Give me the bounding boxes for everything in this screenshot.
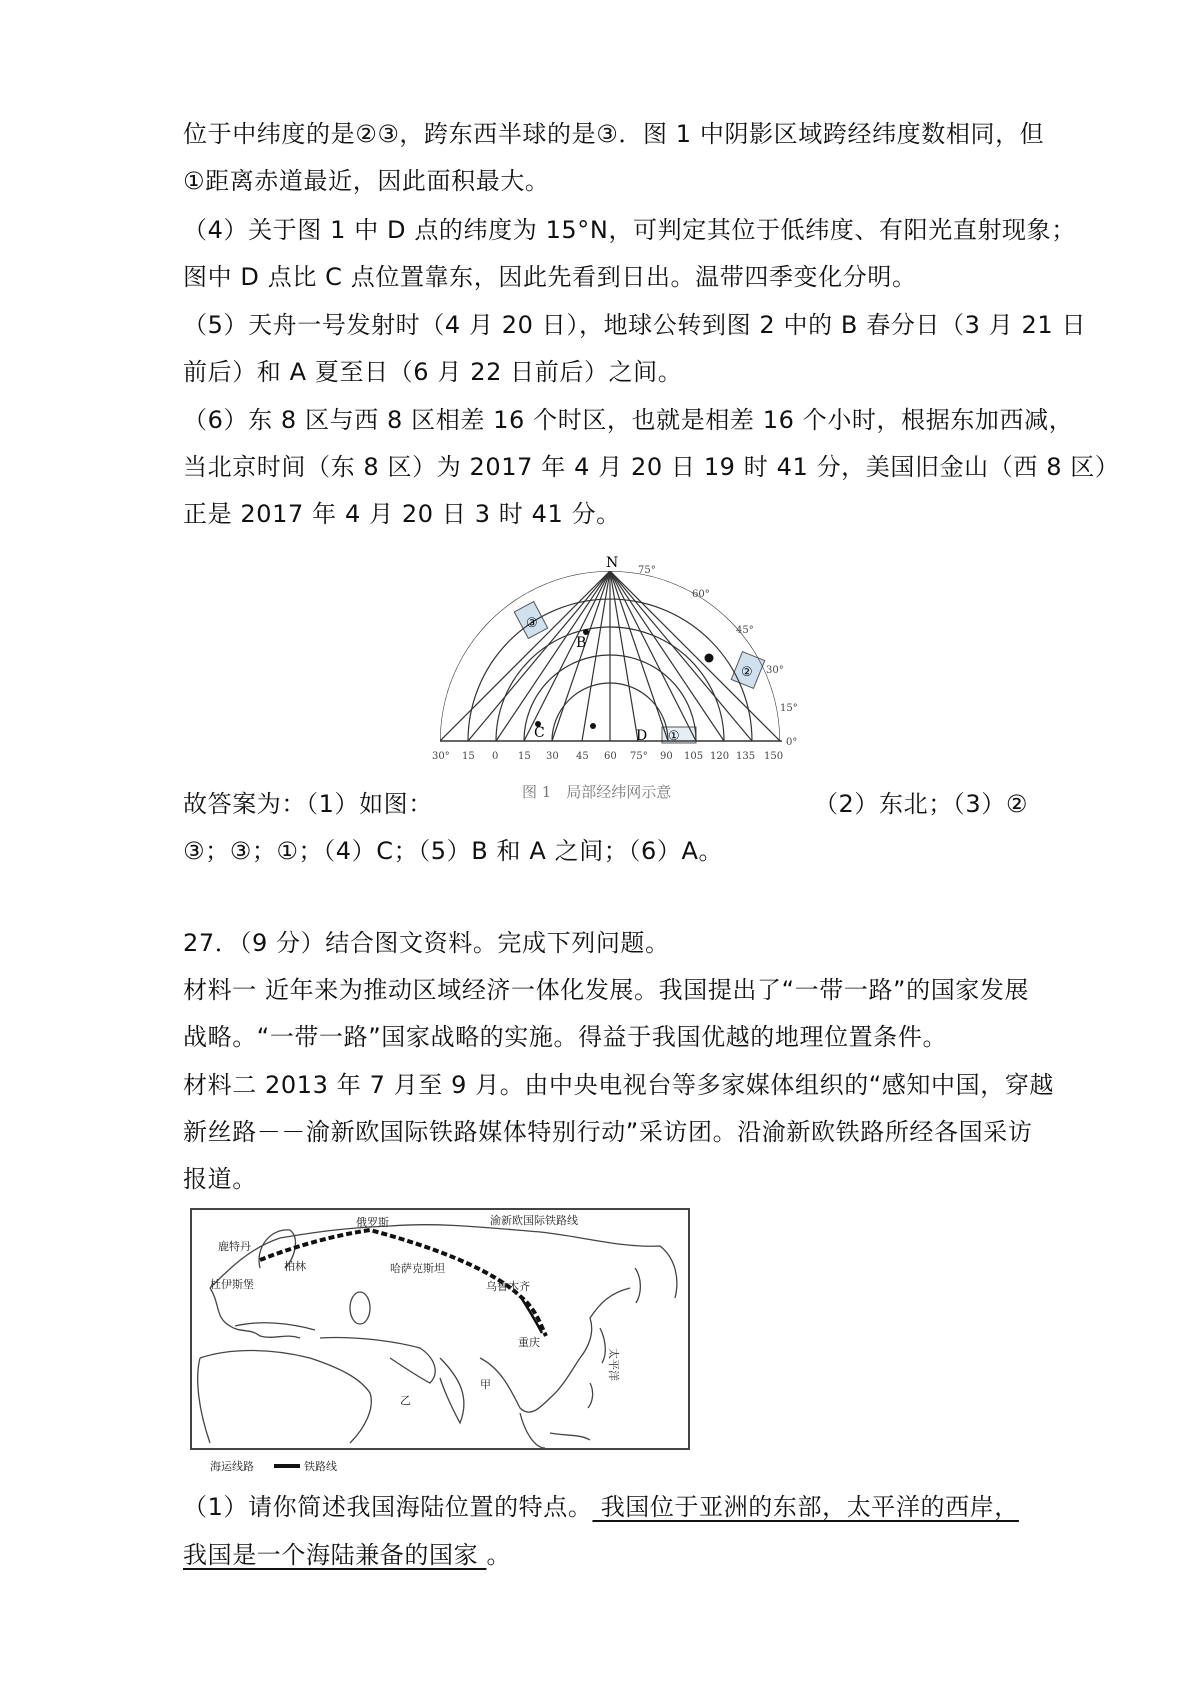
material-line: 材料一 近年来为推动区域经济一体化发展。我国提出了“一带一路”的国家发展 (183, 976, 1030, 1004)
text-line: （6）东 8 区与西 8 区相差 16 个时区，也就是相差 16 个小时，根据东加西减， (183, 406, 1074, 434)
text-line: 位于中纬度的是②③，跨东西半球的是③．图 1 中阴影区域跨经纬度数相同，但 (183, 120, 1045, 148)
point-b-label: B (576, 635, 587, 651)
lon-label: 0 (492, 751, 499, 762)
lat-label: 0° (786, 737, 798, 748)
lon-label: 30 (546, 751, 559, 762)
region-3-label: ③ (526, 616, 538, 631)
lat-label: 60° (692, 589, 710, 600)
railway-map (190, 1208, 690, 1480)
lon-label: 105 (684, 751, 704, 762)
answer-end: 。 (486, 1541, 512, 1569)
point-d-label: D (636, 728, 648, 744)
question-prompt: （1）请你简述我国海陆位置的特点。 (183, 1493, 593, 1521)
legend-railway: 铁路线 (304, 1460, 337, 1473)
map-label-yi: 乙 (400, 1394, 411, 1407)
answer-blank: 我国位于亚洲的东部，太平洋的西岸， (592, 1493, 1019, 1521)
answer-right: （2）东北；（3）② (813, 790, 1028, 818)
legend-sea-route: 海运线路 (210, 1460, 254, 1473)
map-label-urumqi: 乌鲁木齐 (486, 1280, 530, 1293)
lat-label: 75° (638, 565, 656, 576)
map-label-chongqing: 重庆 (518, 1336, 540, 1349)
map-label-rotterdam: 鹿特丹 (218, 1240, 251, 1253)
material-line: 战略。“一带一路”国家战略的实施。得益于我国优越的地理位置条件。 (183, 1023, 948, 1051)
lat-label: 30° (766, 665, 784, 676)
question-1-cont (183, 1538, 511, 1572)
lon-label: 120 (710, 751, 730, 762)
answer-line: ③；③；①；（4）C；（5）B 和 A 之间；（6）A。 (183, 837, 724, 865)
lat-label: 45° (736, 625, 754, 636)
map-label-railway-title: 渝新欧国际铁路线 (490, 1214, 578, 1227)
lon-label: 15 (462, 751, 475, 762)
graticule-figure (430, 545, 810, 810)
text-line: （5）天舟一号发射时（4 月 20 日），地球公转到图 2 中的 B 春分日（3 月 21 日 (183, 311, 1087, 339)
lon-label: 45 (576, 751, 589, 762)
text-line: 正是 2017 年 4 月 20 日 3 时 41 分。 (183, 500, 621, 528)
question-title: 27．（9 分）结合图文资料。完成下列问题。 (183, 929, 670, 957)
lat-label: 15° (780, 703, 798, 714)
lon-label: 15 (518, 751, 531, 762)
text-line: （4）关于图 1 中 D 点的纬度为 15°N，可判定其位于低纬度、有阳光直射现象； (183, 216, 1076, 244)
answer-left: 故答案为：（1）如图： (183, 790, 433, 818)
map-label-jia: 甲 (480, 1378, 491, 1391)
lon-label: 30° (432, 751, 450, 762)
figure-caption: 图 1 局部经纬网示意 (522, 783, 672, 801)
lon-label: 135 (736, 751, 756, 762)
text-line: 前后）和 A 夏至日（6 月 22 日前后）之间。 (183, 358, 683, 386)
lon-label: 90 (660, 751, 673, 762)
region-1-label: ① (668, 729, 680, 744)
material-line: 材料二 2013 年 7 月至 9 月。由中央电视台等多家媒体组织的“感知中国，穿越 (183, 1071, 1055, 1099)
question-1 (183, 1490, 1019, 1524)
material-line: 新丝路－－渝新欧国际铁路媒体特别行动”采访团。沿渝新欧铁路所经各国采访 (183, 1118, 1033, 1146)
lon-label: 60 (604, 751, 617, 762)
material-line: 报道。 (183, 1165, 257, 1193)
lon-label: 75° (630, 751, 648, 762)
lon-label: 150 (764, 751, 784, 762)
text-line: ①距离赤道最近，因此面积最大。 (183, 167, 550, 195)
map-label-pacific: 太平洋 (607, 1348, 620, 1381)
map-label-berlin: 柏林 (284, 1260, 306, 1273)
north-label: N (606, 555, 619, 571)
map-label-russia: 俄罗斯 (356, 1216, 389, 1229)
region-2-label: ② (741, 665, 753, 680)
point-c-label: C (534, 725, 545, 741)
map-label-duisburg: 杜伊斯堡 (210, 1278, 254, 1291)
text-line: 图中 D 点比 C 点位置靠东，因此先看到日出。温带四季变化分明。 (183, 263, 917, 291)
answer-blank: 我国是一个海陆兼备的国家 (183, 1541, 487, 1569)
text-line: 当北京时间（东 8 区）为 2017 年 4 月 20 日 19 时 41 分，美国旧金山（西 8 区） (183, 453, 1120, 481)
map-label-kazakhstan: 哈萨克斯坦 (390, 1262, 445, 1275)
